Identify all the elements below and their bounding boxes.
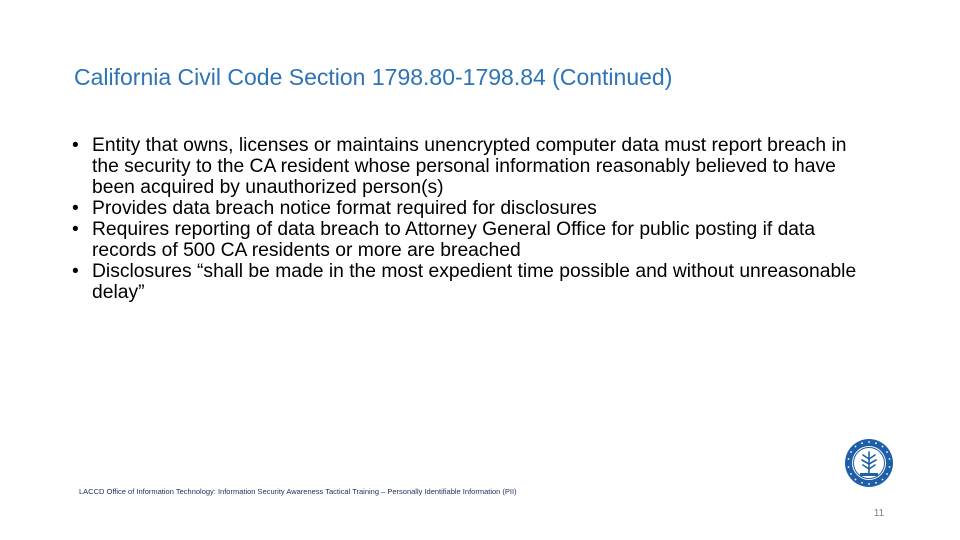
footer-text: LACCD Office of Information Technology: Information Security Awareness Tactical Training – Personally Identifiable Information (PII) bbox=[79, 487, 517, 496]
bullet-text: Requires reporting of data breach to Attorney General Office for public posting if data records of 500 CA residents or more are breached bbox=[92, 219, 816, 261]
laccd-seal-icon bbox=[843, 437, 895, 489]
bullet-icon: • bbox=[72, 198, 79, 219]
bullet-text: Disclosures “shall be made in the most expedient time possible and without unreasonable delay” bbox=[92, 261, 857, 303]
bullet-item bbox=[72, 198, 872, 219]
bullet-item bbox=[72, 219, 872, 261]
bullet-list bbox=[72, 135, 872, 303]
bullet-icon: • bbox=[72, 261, 79, 282]
bullet-icon: • bbox=[72, 219, 79, 240]
bullet-item bbox=[72, 135, 872, 198]
page-number: 11 bbox=[873, 508, 885, 519]
bullet-text: Entity that owns, licenses or maintains unencrypted computer data must report breach in the security to the CA resident whose personal information reasonably believed to have been acquired by unauthorized person(s) bbox=[92, 135, 847, 198]
slide-title: California Civil Code Section 1798.80-1798.84 (Continued) bbox=[74, 64, 673, 90]
bullet-icon: • bbox=[72, 135, 79, 156]
bullet-text: Provides data breach notice format required for disclosures bbox=[92, 198, 597, 219]
bullet-item bbox=[72, 261, 872, 303]
